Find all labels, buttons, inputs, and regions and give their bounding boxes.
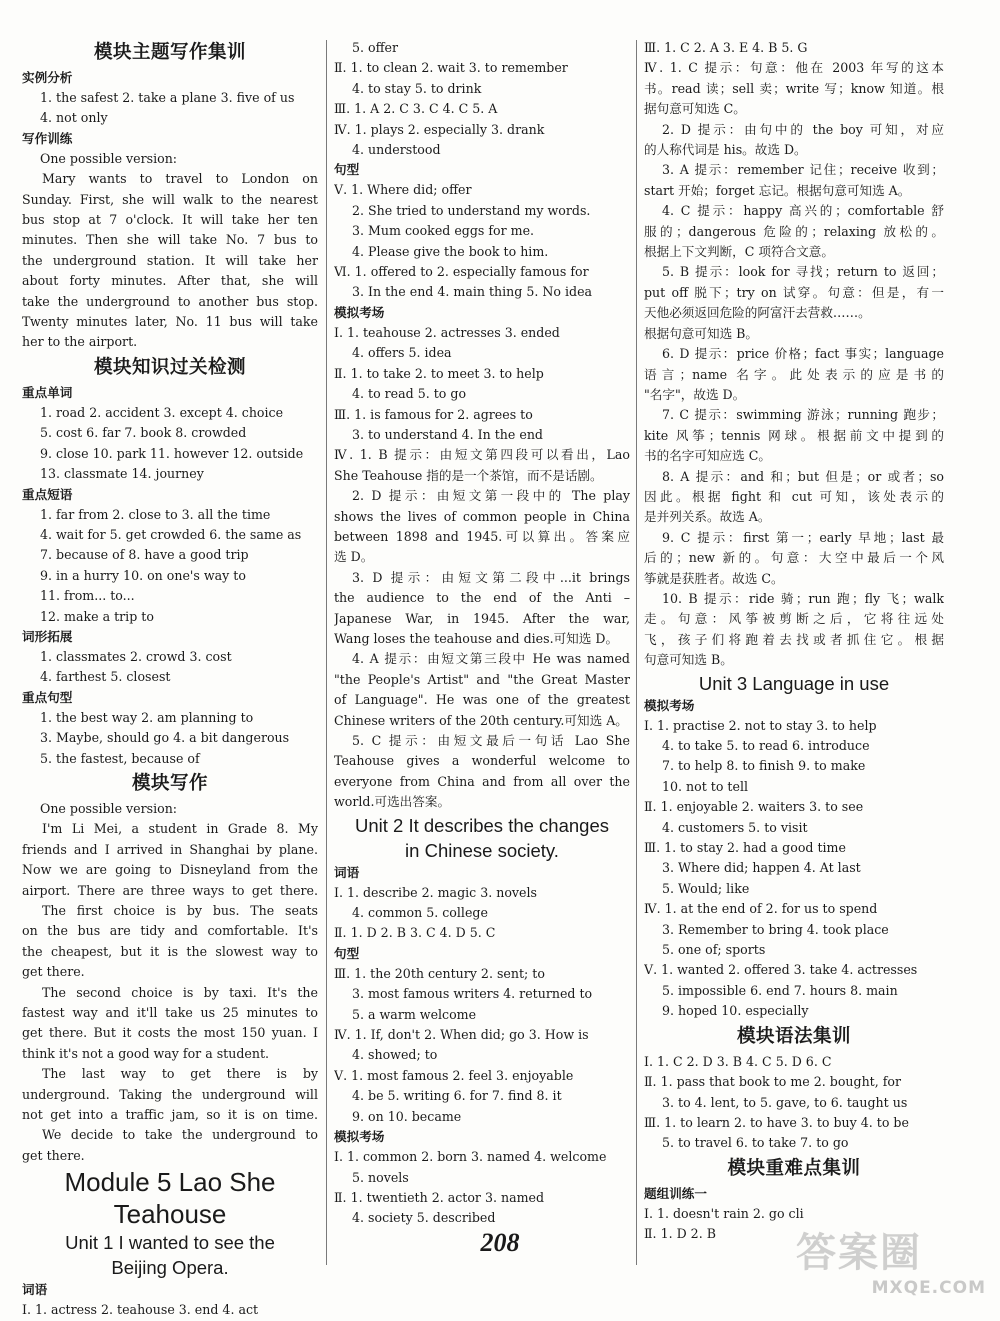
text-line: fastest way and it'll take us 25 minutes to [22,1005,318,1021]
text-line: Ⅰ. 1. doesn't rain 2. go cli [644,1205,804,1221]
column-right [644,38,944,1245]
text-line: 1. far from 2. close to 3. all the time [40,506,271,522]
subsection-label: 词形拓展 [22,628,73,644]
text-line: of Language". He was one of the greatest [334,692,630,708]
module-heading: Module 5 Lao She [64,1167,276,1198]
text-line: 的人称代词是 his。故选 D。 [644,142,807,158]
page-number: 208 [480,1228,520,1257]
text-line: 5. one of; sports [662,942,766,958]
text-line: 3. to 4. lent, to 5. gave, to 6. taught us [662,1094,908,1110]
text-line: 4. A 提示：由短文第三段中 He was named [352,651,630,667]
text-line: Ⅰ. 1. describe 2. magic 3. novels [334,884,537,900]
text-line: 8. A 提示：and 和；but 但是；or 或者；so [662,468,944,484]
text-line: Ⅲ. 1. the 20th century 2. sent; to [334,965,545,981]
text-line: start 开始；forget 忘记。根据句意可知选 A。 [644,182,911,198]
text-line: The last way to get there is by [42,1066,318,1082]
text-line: 4. Please give the book to him. [352,243,549,259]
text-line: 5. Would; like [662,880,750,896]
text-line: 7. C 提示：swimming 游泳；running 跑步； [662,407,944,423]
text-line: 飞，孩子们将跑着去找或者抓住它。根据 [644,631,944,647]
subsection-label: 模拟考场 [334,1129,385,1145]
section-heading: 模块重难点集训 [727,1157,861,1179]
text-line: 1. road 2. accident 3. except 4. choice [40,404,284,420]
text-line: Ⅱ. 1. to take 2. to meet 3. to help [334,365,544,381]
text-line: 4. farthest 5. closest [40,669,171,685]
subsection-label: 题组训练一 [644,1185,707,1201]
text-line: 因此。根据 fight 和 cut 可知，该处表示的 [644,488,944,504]
text-line: 10. B 提示：ride 骑；run 跑；fly 飞；walk [662,590,944,606]
text-line: Ⅱ. 1. to clean 2. wait 3. to remember [334,60,568,76]
subsection-label: 重点短语 [22,486,73,502]
subsection-label: 实例分析 [22,70,73,85]
subsection-label: 句型 [334,945,360,961]
text-line: Ⅳ. 1. If, don't 2. When did; go 3. How is [334,1027,589,1043]
text-line: Ⅳ. 1. at the end of 2. for us to spend [644,901,878,917]
text-line: 4. customers 5. to visit [662,819,808,835]
text-line: 3. D 提示：由短文第二段中...it brings [352,569,630,585]
unit-heading: Beijing Opera. [111,1257,229,1279]
text-line: 4. to stay 5. to drink [352,80,482,96]
text-line: 3. Mum cooked eggs for me. [352,223,535,239]
text-line: her to the airport. [22,334,138,350]
column-left [22,38,318,1321]
text-line: 13. classmate 14. journey [40,466,204,482]
text-line: The second choice is by taxi. It's the [42,984,318,1000]
text-line: Ⅴ. 1. most famous 2. feel 3. enjoyable [334,1067,574,1083]
text-line: 5. to travel 6. to take 7. to go [662,1135,849,1151]
text-line: Ⅱ. 1. D 2. B 3. C 4. D 5. C [334,925,496,941]
text-line: Ⅳ. 1. plays 2. especially 3. drank [334,121,545,137]
column-divider-right [636,40,637,1265]
text-line: get there. [22,1147,85,1163]
text-line: 12. make a trip to [40,608,154,624]
text-line: 3. Remember to bring 4. took place [662,921,889,937]
text-line: Ⅲ. 1. C 2. A 3. E 4. B 5. G [644,40,808,55]
text-line: Ⅰ. 1. actress 2. teahouse 3. end 4. act [22,1302,259,1318]
text-line: kite 风筝；tennis 网球。根据前文中提到的 [644,427,944,443]
text-line: the underground station. It will take her [22,252,318,268]
text-line: Twenty minutes later, No. 11 bus will take [22,314,318,330]
text-line: 4. wait for 5. get crowded 6. the same as [40,526,302,542]
text-line: 5. a warm welcome [352,1006,477,1022]
module-heading: Teahouse [113,1199,227,1230]
text-line: think it's not a good way for a student. [22,1045,270,1061]
text-line: 3. A 提示：remember 记住；receive 收到； [662,162,944,178]
subsection-label: 重点句型 [22,689,73,705]
text-line: underground. Taking the underground will [22,1086,318,1102]
text-line: 2. She tried to understand my words. [352,202,591,218]
text-line: take the underground to another bus stop. [22,293,318,309]
text-line: 4. to take 5. to read 6. introduce [662,738,870,753]
text-line: We decide to take the underground to [42,1127,318,1143]
text-line: 11. from... to... [40,588,135,604]
subsection-label: 句型 [334,162,360,178]
text-line: She Teahouse 指的是一个茶馆，而不是话剧。 [334,467,603,483]
text-line: minutes. Then she will take No. 7 bus to [22,232,318,248]
text-line: 句意可知选 B。 [644,652,733,668]
text-line: 3. Maybe, should go 4. a bit dangerous [40,730,290,746]
text-line: shows the lives of common people in China [334,508,630,524]
text-line: 2. D 提示：由句中的 the boy 可知，对应 [662,121,944,137]
text-line: Ⅲ. 1. A 2. C 3. C 4. C 5. A [334,101,498,117]
column-middle [334,38,630,1229]
section-heading: 模块知识过关检测 [93,356,246,378]
text-line: Teahouse gives a wonderful welcome to [334,753,630,769]
text-line: 3. Where did; happen 4. At last [662,860,861,876]
subsection-label: 重点单词 [22,384,73,400]
text-line: 5. B 提示：look for 寻找；return to 返回； [662,264,944,280]
text-line: friends and I arrived in Shanghai by plane. [22,841,318,857]
text-line: Ⅱ. 1. pass that book to me 2. bought, for [644,1074,902,1090]
subsection-label: 模拟考场 [334,304,385,320]
text-line: 服的；dangerous 危险的；relaxing 放松的。 [644,223,944,239]
text-line: 9. close 10. park 11. however 12. outside [40,445,304,461]
text-line: 5. C 提示：由短文最后一句话 Lao She [352,733,630,748]
text-line: 5. the fastest, because of [40,750,200,766]
text-line: 后的；new 新的。句意：大空中最后一个风 [644,550,944,566]
text-line: 9. on 10. became [352,1108,462,1124]
text-line: not get into a traffic jam, so it is on time. [22,1107,318,1123]
section-heading: 模块写作 [131,772,208,794]
text-line: bus stop at 7 o'clock. It will take her ten [22,212,318,228]
text-line: "the People's Artist" and "the Great Master [334,671,630,687]
text-line: Mary wants to travel to London on [42,171,318,187]
text-line: Sunday. First, she will walk to the nearest [22,191,318,207]
watermark-logo [796,1221,986,1298]
unit-heading: in Chinese society. [405,839,559,861]
text-line: 4. society 5. described [352,1210,496,1226]
subsection-label: 词语 [334,864,360,880]
text-line: One possible version: [40,150,178,166]
text-line: Chinese writers of the 20th century.可知选 A。 [334,712,628,728]
text-line: Ⅵ. 1. offered to 2. especially famous for [334,264,589,280]
text-line: 7. because of 8. have a good trip [40,547,249,563]
text-line: 4. understood [352,142,441,158]
text-line: 5. impossible 6. end 7. hours 8. main [662,982,898,998]
text-line: 6. D 提示：price 价格；fact 事实；language [662,346,944,362]
text-line: Japanese War, in 1945. After the war, [334,610,630,626]
text-line: 1. the safest 2. take a plane 3. five of us [40,90,295,105]
text-line: everyone from China and from all over the [334,773,630,789]
text-line: 书。read 读；sell 卖；write 写；know 知道。根 [644,80,944,96]
text-line: 3. most famous writers 4. returned to [352,986,593,1002]
text-line: 1. the best way 2. am planning to [40,709,254,725]
text-line: The first choice is by bus. The seats [42,903,318,918]
text-line: Ⅰ. 1. practise 2. not to stay 3. to help [644,717,877,733]
text-line: Ⅲ. 1. to stay 2. had a good time [644,840,846,856]
text-line: 据句意可知选 C。 [644,101,746,117]
text-line: Ⅰ. 1. teahouse 2. actresses 3. ended [334,324,560,340]
text-line: get there. [22,964,85,980]
text-line: 4. offers 5. idea [352,345,452,361]
text-line: 4. showed; to [352,1047,438,1063]
text-line: 4. C 提示：happy 高兴的；comfortable 舒 [662,203,944,219]
text-line: I'm Li Mei, a student in Grade 8. My [42,821,318,837]
text-line: 4. not only [40,110,108,126]
text-line: 走。句意：风筝被剪断之后，它将往远处 [644,611,944,627]
unit-heading: Unit 1 I wanted to see the [65,1232,275,1254]
text-line: Ⅳ. 1. C 提示：句意：他在 2003 年写的这本 [644,60,944,76]
watermark-mark: 答案圈 [796,1230,922,1276]
text-line: airport. There are three ways to get there. [22,882,318,898]
subsection-label: 词语 [22,1282,48,1298]
text-line: get there. But it costs the most 150 yuan. I [22,1025,318,1041]
text-line: Ⅴ. 1. wanted 2. offered 3. take 4. actresses [644,962,918,978]
text-line: 筝就是获胜者。故选 C。 [644,570,784,586]
text-line: 5. offer [352,40,399,55]
text-line: 2. D 提示：由短文第一段中的 The play [352,488,630,504]
text-line: 10. not to tell [662,778,749,794]
text-line: Ⅲ. 1. is famous for 2. agrees to [334,406,533,422]
text-line: Ⅴ. 1. Where did; offer [334,182,472,198]
text-line: 根据上下文判断，C 项符合文意。 [644,244,834,260]
text-line: One possible version: [40,800,178,816]
unit-heading: Unit 2 It describes the changes [354,814,609,836]
text-line: 9. C 提示：first 第一；early 早地；last 最 [662,529,944,545]
text-line: 5. novels [352,1169,409,1185]
text-line: Ⅰ. 1. C 2. D 3. B 4. C 5. D 6. C [644,1053,832,1069]
text-line: Wang loses the teahouse and dies.可知选 D。 [334,630,619,646]
text-line: Ⅱ. 1. twentieth 2. actor 3. named [334,1189,545,1205]
text-line: 4. to read 5. to go [352,386,467,402]
text-line: 9. in a hurry 10. on one's way to [40,567,246,583]
text-line: 1. classmates 2. crowd 3. cost [40,648,232,664]
text-line: 是并列关系。故选 A。 [644,509,771,525]
text-line: Ⅱ. 1. enjoyable 2. waiters 3. to see [644,799,864,815]
text-line: 书的名字可知应选 C。 [644,448,771,464]
text-line: 3. to understand 4. In the end [352,426,543,442]
text-line: 7. to help 8. to finish 9. to make [662,758,866,774]
text-line: 选 D。 [334,549,374,565]
text-line: "名字"，故选 D。 [644,386,746,402]
text-line: 5. cost 6. far 7. book 8. crowded [40,425,247,441]
text-line: on the bus are tidy and comfortable. It's [22,923,318,939]
text-line: Ⅳ. 1. B 提示：由短文第四段可以看出，Lao [334,447,630,463]
watermark-url: MXQE.COM [871,1278,986,1298]
text-line: about forty minutes. After that, she will [22,273,318,289]
text-line: put off 脱下；try on 试穿。句意：但是，有一 [644,284,944,300]
text-line: Ⅰ. 1. common 2. born 3. named 4. welcome [334,1149,607,1165]
unit-heading: Unit 3 Language in use [698,672,890,694]
text-line: world.可选出答案。 [334,794,451,810]
subsection-label: 写作训练 [22,130,73,146]
text-line: Ⅱ. 1. D 2. B [644,1226,716,1242]
text-line: 根据句意可知选 B。 [644,325,759,341]
text-line: 天他必须返回危险的阿富汗去营救……。 [644,305,871,321]
section-heading: 模块语法集训 [736,1025,851,1047]
text-line: 9. hoped 10. especially [662,1003,809,1019]
section-heading: 模块主题写作集训 [93,42,246,63]
subsection-label: 模拟考场 [644,697,695,713]
text-line: 语言；name 名字。此处表示的应是书的 [644,366,944,382]
column-divider-left [326,40,327,1265]
text-line: the audience to the end of the Anti – [334,590,630,606]
text-line: Now we are going to Disneyland from the [22,862,318,878]
text-line: the cheapest, but it is the slowest way to [22,943,318,959]
text-line: between 1898 and 1945.可以算出。答案应 [334,528,630,544]
text-line: Ⅲ. 1. to learn 2. to have 3. to buy 4. to be [644,1114,909,1130]
text-line: 4. common 5. college [352,905,488,921]
text-line: 3. In the end 4. main thing 5. No idea [352,284,593,300]
text-line: 4. be 5. writing 6. for 7. find 8. it [352,1088,562,1104]
